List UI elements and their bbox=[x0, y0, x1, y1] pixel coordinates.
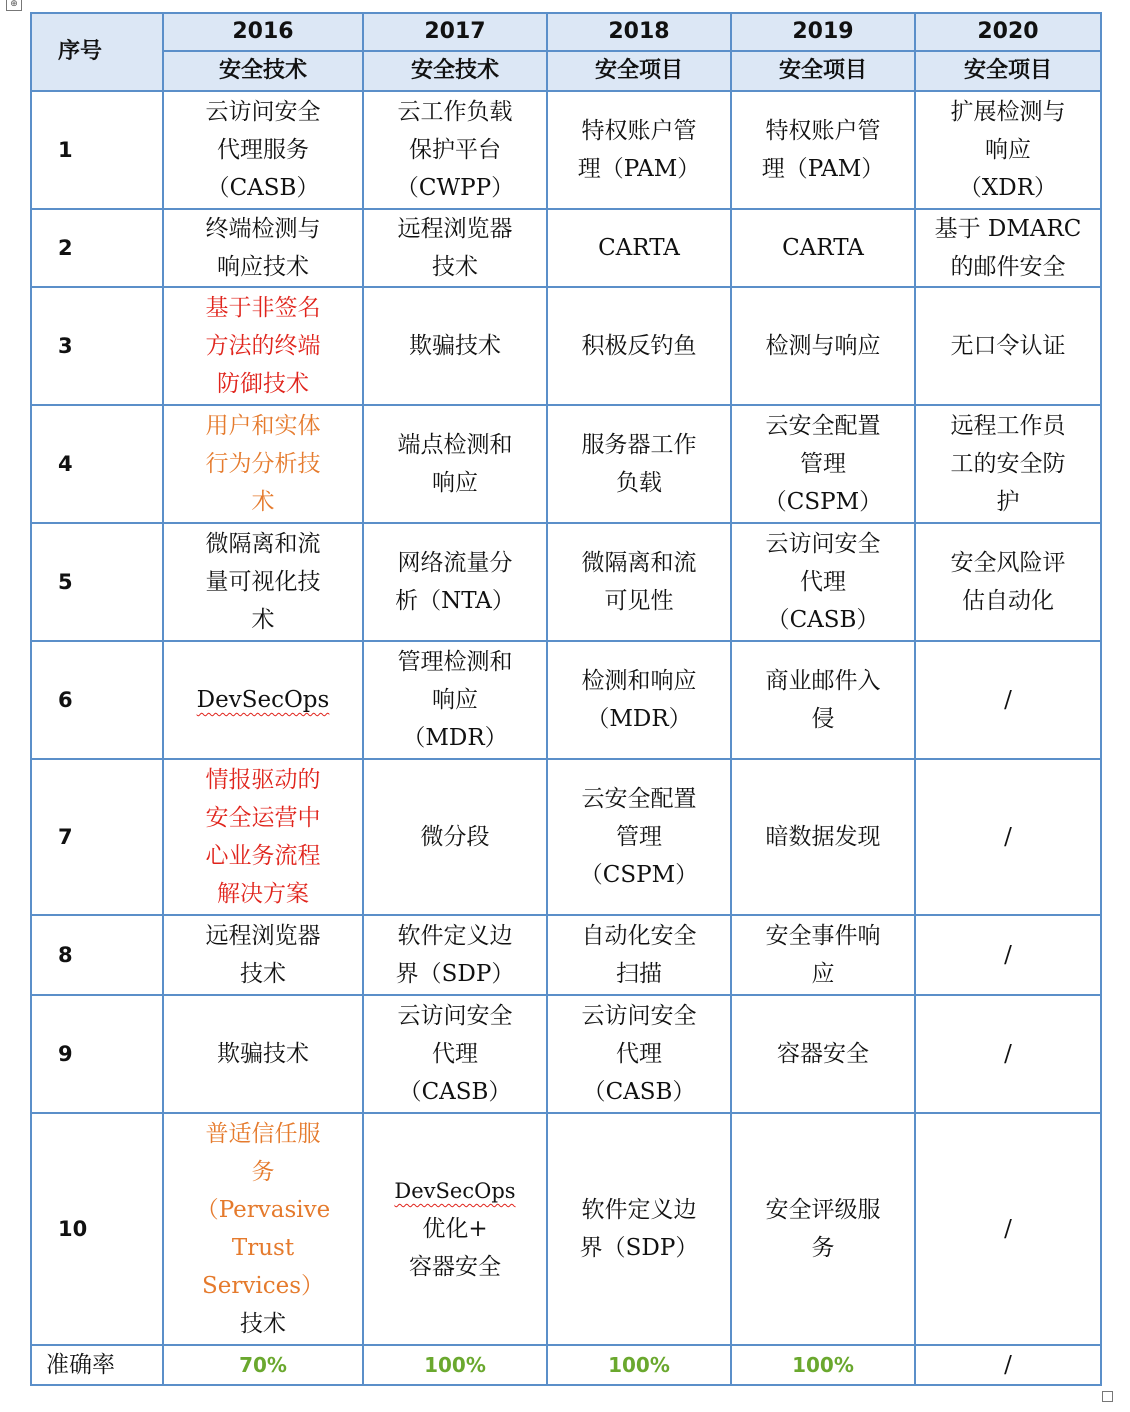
table-cell: 网络流量分 析（NTA） bbox=[363, 523, 547, 641]
table-cell: 云访问安全 代理 （CASB） bbox=[363, 995, 547, 1113]
table-cell: 云访问安全 代理 （CASB） bbox=[547, 995, 731, 1113]
row-index: 8 bbox=[31, 915, 163, 995]
accuracy-2017: 100% bbox=[363, 1345, 547, 1385]
table-cell: / bbox=[915, 641, 1101, 759]
table-cell: 远程工作员 工的安全防 护 bbox=[915, 405, 1101, 523]
table-cell: 微分段 bbox=[363, 759, 547, 915]
header-year-2019: 2019 bbox=[731, 13, 915, 51]
table-cell: 普适信任服 务 （Pervasive Trust Services） 技术 bbox=[163, 1113, 363, 1345]
anchor-icon[interactable]: ⊕ bbox=[6, 0, 22, 11]
accuracy-2019: 100% bbox=[731, 1345, 915, 1385]
row-index: 5 bbox=[31, 523, 163, 641]
table-cell: 情报驱动的 安全运营中 心业务流程 解决方案 bbox=[163, 759, 363, 915]
header-year-2018: 2018 bbox=[547, 13, 731, 51]
table-resize-handle[interactable] bbox=[1102, 1391, 1113, 1402]
accuracy-2018: 100% bbox=[547, 1345, 731, 1385]
accuracy-2020: / bbox=[915, 1345, 1101, 1385]
table-cell: 安全风险评 估自动化 bbox=[915, 523, 1101, 641]
table-cell: DevSecOps 优化+ 容器安全 bbox=[363, 1113, 547, 1345]
row-index: 9 bbox=[31, 995, 163, 1113]
table-row bbox=[31, 1113, 1101, 1345]
security-tech-table bbox=[30, 12, 1102, 1386]
table-cell: 服务器工作 负载 bbox=[547, 405, 731, 523]
table-cell: 暗数据发现 bbox=[731, 759, 915, 915]
table-cell: / bbox=[915, 1113, 1101, 1345]
table-row bbox=[31, 209, 1101, 287]
table-cell: / bbox=[915, 995, 1101, 1113]
table-cell: 基于 DMARC 的邮件安全 bbox=[915, 209, 1101, 287]
table-cell: 云访问安全 代理 （CASB） bbox=[731, 523, 915, 641]
accuracy-row bbox=[31, 1345, 1101, 1385]
table-row bbox=[31, 995, 1101, 1113]
table-cell: 基于非签名 方法的终端 防御技术 bbox=[163, 287, 363, 405]
table-cell: 用户和实体 行为分析技 术 bbox=[163, 405, 363, 523]
table-cell: 云工作负载 保护平台 （CWPP） bbox=[363, 91, 547, 209]
row-index: 2 bbox=[31, 209, 163, 287]
table-cell: 软件定义边 界（SDP） bbox=[363, 915, 547, 995]
table-cell: 微隔离和流 可见性 bbox=[547, 523, 731, 641]
table-cell: 特权账户管 理（PAM） bbox=[731, 91, 915, 209]
table-row bbox=[31, 915, 1101, 995]
row-index: 4 bbox=[31, 405, 163, 523]
row-index: 7 bbox=[31, 759, 163, 915]
table-cell: 欺骗技术 bbox=[363, 287, 547, 405]
header-year-2017: 2017 bbox=[363, 13, 547, 51]
header-year-2016: 2016 bbox=[163, 13, 363, 51]
table-cell: CARTA bbox=[547, 209, 731, 287]
table-cell: 扩展检测与 响应 （XDR） bbox=[915, 91, 1101, 209]
table-cell: / bbox=[915, 759, 1101, 915]
table-cell: 远程浏览器 技术 bbox=[163, 915, 363, 995]
accuracy-2016: 70% bbox=[163, 1345, 363, 1385]
table-cell: 无口令认证 bbox=[915, 287, 1101, 405]
table-cell: 端点检测和 响应 bbox=[363, 405, 547, 523]
table-cell: 微隔离和流 量可视化技 术 bbox=[163, 523, 363, 641]
header-year-2020: 2020 bbox=[915, 13, 1101, 51]
table-cell: 检测与响应 bbox=[731, 287, 915, 405]
table-row bbox=[31, 405, 1101, 523]
header-type-2018: 安全项目 bbox=[547, 51, 731, 91]
header-index: 序号 bbox=[31, 13, 163, 91]
table-row bbox=[31, 523, 1101, 641]
header-type-2016: 安全技术 bbox=[163, 51, 363, 91]
table-cell: 管理检测和 响应 （MDR） bbox=[363, 641, 547, 759]
table-cell: 安全评级服 务 bbox=[731, 1113, 915, 1345]
table-row bbox=[31, 641, 1101, 759]
table-cell: 终端检测与 响应技术 bbox=[163, 209, 363, 287]
row-index: 1 bbox=[31, 91, 163, 209]
row-index: 6 bbox=[31, 641, 163, 759]
table-cell: / bbox=[915, 915, 1101, 995]
table-cell: 容器安全 bbox=[731, 995, 915, 1113]
table-row bbox=[31, 759, 1101, 915]
table-cell: 安全事件响 应 bbox=[731, 915, 915, 995]
table-cell: 云访问安全 代理服务 （CASB） bbox=[163, 91, 363, 209]
table-cell: 软件定义边 界（SDP） bbox=[547, 1113, 731, 1345]
row-index: 3 bbox=[31, 287, 163, 405]
table-cell: 商业邮件入 侵 bbox=[731, 641, 915, 759]
header-type-2017: 安全技术 bbox=[363, 51, 547, 91]
table-cell: CARTA bbox=[731, 209, 915, 287]
table-cell: 云安全配置 管理 （CSPM） bbox=[731, 405, 915, 523]
table-cell: 欺骗技术 bbox=[163, 995, 363, 1113]
table-cell: 云安全配置 管理 （CSPM） bbox=[547, 759, 731, 915]
table-cell: 积极反钓鱼 bbox=[547, 287, 731, 405]
header-type-2020: 安全项目 bbox=[915, 51, 1101, 91]
table-cell: 自动化安全 扫描 bbox=[547, 915, 731, 995]
table-cell: 特权账户管 理（PAM） bbox=[547, 91, 731, 209]
table-row bbox=[31, 91, 1101, 209]
table-cell: DevSecOps bbox=[163, 641, 363, 759]
table-cell: 远程浏览器 技术 bbox=[363, 209, 547, 287]
table-cell: 检测和响应 （MDR） bbox=[547, 641, 731, 759]
accuracy-label: 准确率 bbox=[31, 1345, 163, 1385]
row-index: 10 bbox=[31, 1113, 163, 1345]
header-type-2019: 安全项目 bbox=[731, 51, 915, 91]
table-row bbox=[31, 287, 1101, 405]
